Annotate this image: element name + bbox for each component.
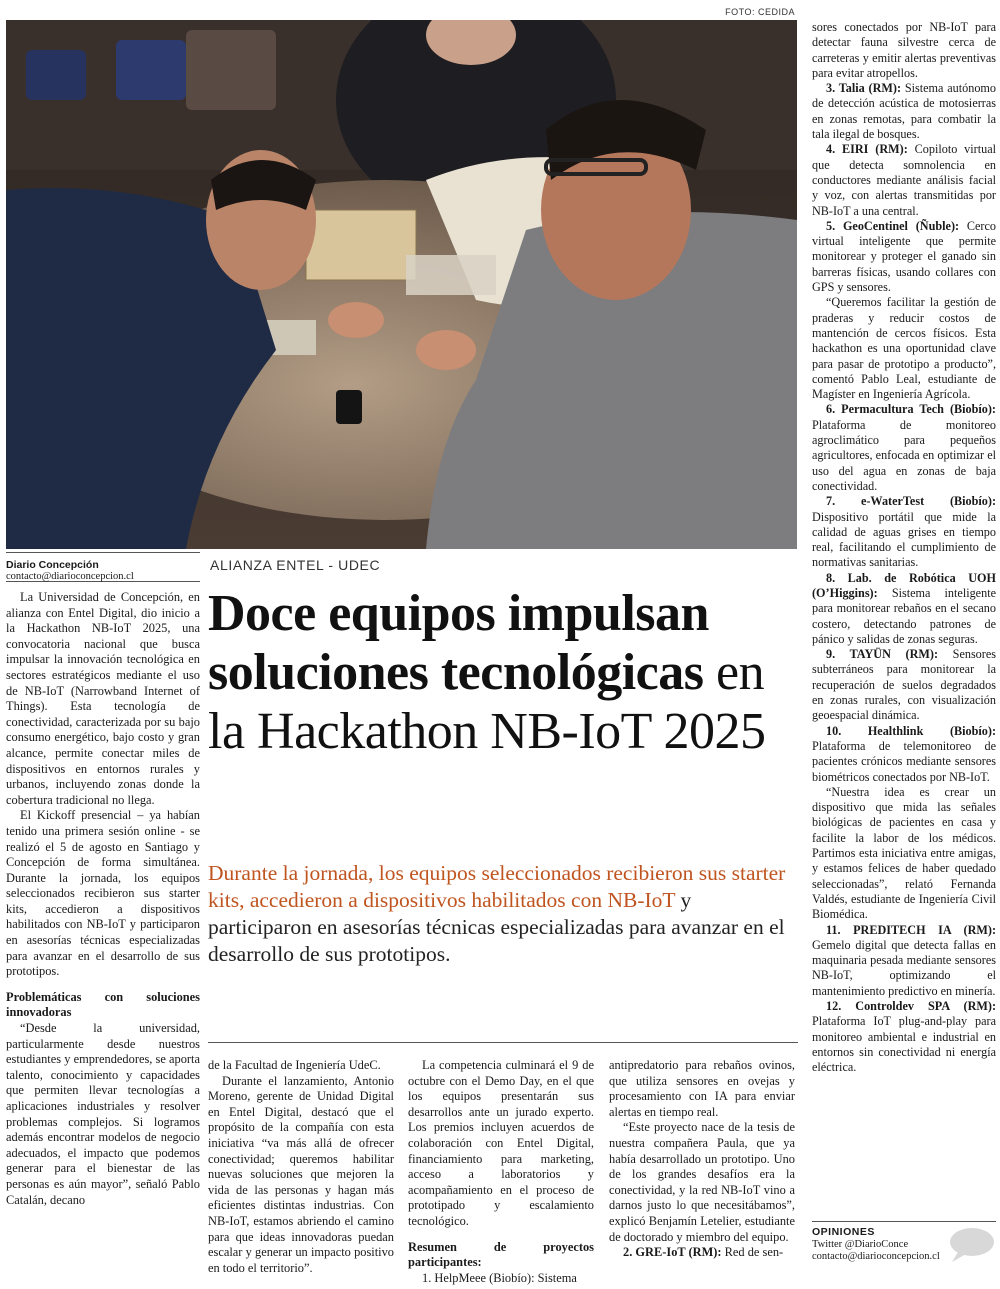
paragraph: antipredatorio para rebaños ovinos, que utiliza sensores en ovejas y procesamiento con IA para enviar alertas en tiempo real.: [609, 1058, 795, 1119]
project-name: 11. PREDITECH IA (RM):: [826, 922, 996, 937]
opinions-title: OPINIONES: [812, 1226, 875, 1238]
project-desc: Cerco virtual inteligente que permite monitorear y proteger el ganado sin barreras físicas, usando collares con GPS y sensores.: [812, 218, 996, 295]
quote: “Nuestra idea es crear un dispositivo que mida las señales biológicas de pacientes en casa y facilite la labor de los médicos. Partimos esta iniciativa entre amigas, y estamos felices de haber quedado seleccionadas”, relató Fernanda Valdés, estudiante de Ingeniería Civil Biomédica.: [812, 784, 996, 922]
paragraph: “Este proyecto nace de la tesis de nuestra compañera Paula, que ya había desarrollado un prototipo. Uno de los grandes desafíos era la conectividad, y la red NB-IoT vino a darnos justo lo que necesitábamos”, explicó Benjamín Letelier, estudiante de doctorado y miembro del equipo.: [609, 1120, 795, 1244]
column-4: [609, 1058, 795, 1261]
headline-light: en la Hackathon NB-IoT 2025: [208, 644, 766, 760]
column-5: [812, 20, 996, 1075]
project-name: 8. Lab. de Robótica UOH (O’Higgins):: [812, 570, 996, 600]
project-desc: Sistema inteligente para monitorear rebaños en el secano costero, detectando patrones de pánico y salidas de zonas seguras.: [812, 585, 996, 646]
hackathon-participants-photo: [6, 20, 797, 549]
byline-rule: [6, 552, 200, 553]
project-desc: Plataforma de telemonitoreo de pacientes crónicos mediante sensores biométricos conectados por NB-IoT.: [812, 738, 996, 784]
outlet-email: contacto@diarioconcepcion.cl: [6, 571, 134, 582]
list-item: [408, 1271, 594, 1287]
project-desc: Gemelo digital que detecta fallas en maquinaria pesada mediante sensores NB-IoT, optimizando el mantenimiento predictivo en minería.: [812, 937, 996, 998]
project-desc: Dispositivo portátil que mide la calidad de aguas grises en tiempo real, facilitando el cumplimiento de normativas sanitarias.: [812, 509, 996, 570]
project-name: 6. Permacultura Tech (Biobío):: [826, 402, 996, 417]
column-3: [408, 1058, 594, 1286]
photo-credit: FOTO: CEDIDA: [725, 7, 795, 17]
paragraph: La competencia culminará el 9 de octubre con el Demo Day, en el que los equipos presentarán sus desarrollos ante un jurado experto. Los premios incluyen acuerdos de colaboración con Entel Digital, financiamiento para marketing, acceso a laboratorios y acompañamiento en el proceso de prototipado y escalamiento tecnológico.: [408, 1058, 594, 1228]
byline: [6, 559, 134, 583]
opinions-email: contacto@diarioconcepcion.cl: [812, 1251, 940, 1262]
column-1: [6, 590, 200, 1208]
project-name: 3. Talia (RM):: [826, 81, 902, 96]
list-item: [812, 571, 996, 647]
quote: “Queremos facilitar la gestión de praderas y reducir costos de mantención de cercos físicos. Esta hackathon es una oportunidad clave para pasar de prototipo a producto”, comentó Pablo Leal, estudiante de Magíster en Ingeniería Agrícola.: [812, 295, 996, 402]
opinions-rule: [812, 1221, 996, 1222]
subhead: Resumen de proyectos participantes:: [408, 1239, 594, 1270]
project-name: 2. GRE-IoT (RM):: [623, 1245, 722, 1260]
paragraph: “Desde la universidad, particularmente desde nuestros estudiantes y emprendedores, se aporta talento, conocimiento y capacidades que permiten llevar tecnologías a aplicaciones industriales y resolver problemas complejos. Si logramos además encontrar modelos de negocio adecuados, el impacto que podemos generar para el bienestar de las personas es aún mayor”, señaló Pablo Catalán, decano: [6, 1021, 200, 1207]
list-item: [609, 1245, 795, 1261]
column-2: [208, 1058, 394, 1276]
list-item: [812, 999, 996, 1075]
deck-rule: [208, 1042, 798, 1043]
article-photo: [6, 20, 797, 549]
paragraph: Durante el lanzamiento, Antonio Moreno, gerente de Unidad Digital en Entel Digital, destacó que el propósito de la compañía con esta iniciativa “va más allá de ofrecer conectividad; queremos habilitar nuevas soluciones que mejoren la vida de las personas y hagan más eficientes distintas industrias. Con NB-IoT, estamos abriendo el camino para que ideas innovadoras puedan escalar y generar un impacto positivo en todo el territorio”.: [208, 1073, 394, 1275]
deck: [208, 860, 793, 968]
list-item: [812, 142, 996, 218]
project-desc: Sistema autónomo de detección acústica de motosierras en zonas remotas, para combatir la tala ilegal de bosques.: [812, 81, 996, 142]
project-desc: Sensores subterráneos para monitorear la recuperación de suelos degradados en zonas rurales, con visualización geoespacial dinámica.: [812, 647, 996, 723]
project-name: 5. GeoCentinel (Ñuble):: [826, 218, 960, 233]
list-item: [812, 647, 996, 723]
project-desc: Plataforma IoT plug-and-play para monitoreo ambiental e industrial en entornos sin conectividad ni energía eléctrica.: [812, 1014, 996, 1075]
project-desc: Copiloto virtual que detecta somnolencia en conductores mediante análisis facial y voz, con alertas transmitidas por NB-IoT a una central.: [812, 142, 996, 218]
paragraph: sores conectados por NB-IoT para detectar fauna silvestre cerca de carreteras y emitir alertas preventivas para evitar atropellos.: [812, 20, 996, 80]
opinions-twitter: Twitter @DiarioConce: [812, 1238, 909, 1250]
project-desc: Sistema: [534, 1270, 577, 1285]
subhead: Problemáticas con soluciones innovadoras: [6, 989, 200, 1020]
project-desc: Plataforma de monitoreo agroclimático para pequeños agricultores, enfocada en optimizar el uso del agua en zonas de baja conectividad.: [812, 417, 996, 493]
paragraph: La Universidad de Concepción, en alianza con Entel Digital, dio inicio a la Hackathon NB-IoT 2025, una convocatoria nacional que busca impulsar la innovación tecnológica en sectores estratégicos mediante el uso de NB-IoT (Narrowband Internet of Things). Esta tecnología de conectividad, caracterizada por su bajo consumo energético, bajo costo y gran alcance, permite conectar miles de dispositivos en entornos rurales y urbanos, incluyendo zonas donde la cobertura tradicional no llega.: [6, 590, 200, 807]
list-item: [812, 494, 996, 570]
list-item: [812, 923, 996, 999]
list-item: [812, 402, 996, 494]
project-name: 10. Healthlink (Biobío):: [826, 723, 996, 738]
kicker: ALIANZA ENTEL - UDEC: [210, 557, 381, 573]
project-name: 9. TAYÜN (RM):: [826, 647, 939, 662]
paragraph: El Kickoff presencial – ya habían tenido una primera sesión online - se realizó el 5 de agosto en Santiago y Concepción de forma simultánea. Durante la jornada, los equipos seleccionados recibieron sus starter kits, accedieron a dispositivos habilitados con NB-IoT y participaron en asesorías técnicas especializadas para avanzar en el desarrollo de sus prototipos.: [6, 808, 200, 979]
list-item: [812, 724, 996, 785]
outlet-name: Diario Concepción: [6, 559, 99, 571]
project-name: 1. HelpMeee (Biobío):: [422, 1270, 535, 1285]
list-item: [812, 81, 996, 142]
deck-rest: y participaron en asesorías técnicas especializadas para avanzar en el desarrollo de sus prototipos.: [208, 888, 785, 966]
list-item: [812, 219, 996, 295]
headline: [208, 584, 798, 761]
headline-bold: Doce equipos impulsan soluciones tecnológicas: [208, 585, 709, 701]
project-desc: Red de sen-: [721, 1245, 784, 1260]
project-name: 7. e-WaterTest (Biobío):: [826, 494, 996, 509]
project-name: 4. EIRI (RM):: [826, 142, 908, 157]
opinions-box: [812, 1226, 940, 1264]
project-name: 12. Controldev SPA (RM):: [826, 999, 996, 1013]
speech-bubble-icon: [948, 1226, 996, 1264]
deck-highlight: Durante la jornada, los equipos seleccionados recibieron sus starter kits, accedieron a dispositivos habilitados con NB-IoT: [208, 861, 786, 912]
paragraph: de la Facultad de Ingeniería UdeC.: [208, 1058, 381, 1072]
